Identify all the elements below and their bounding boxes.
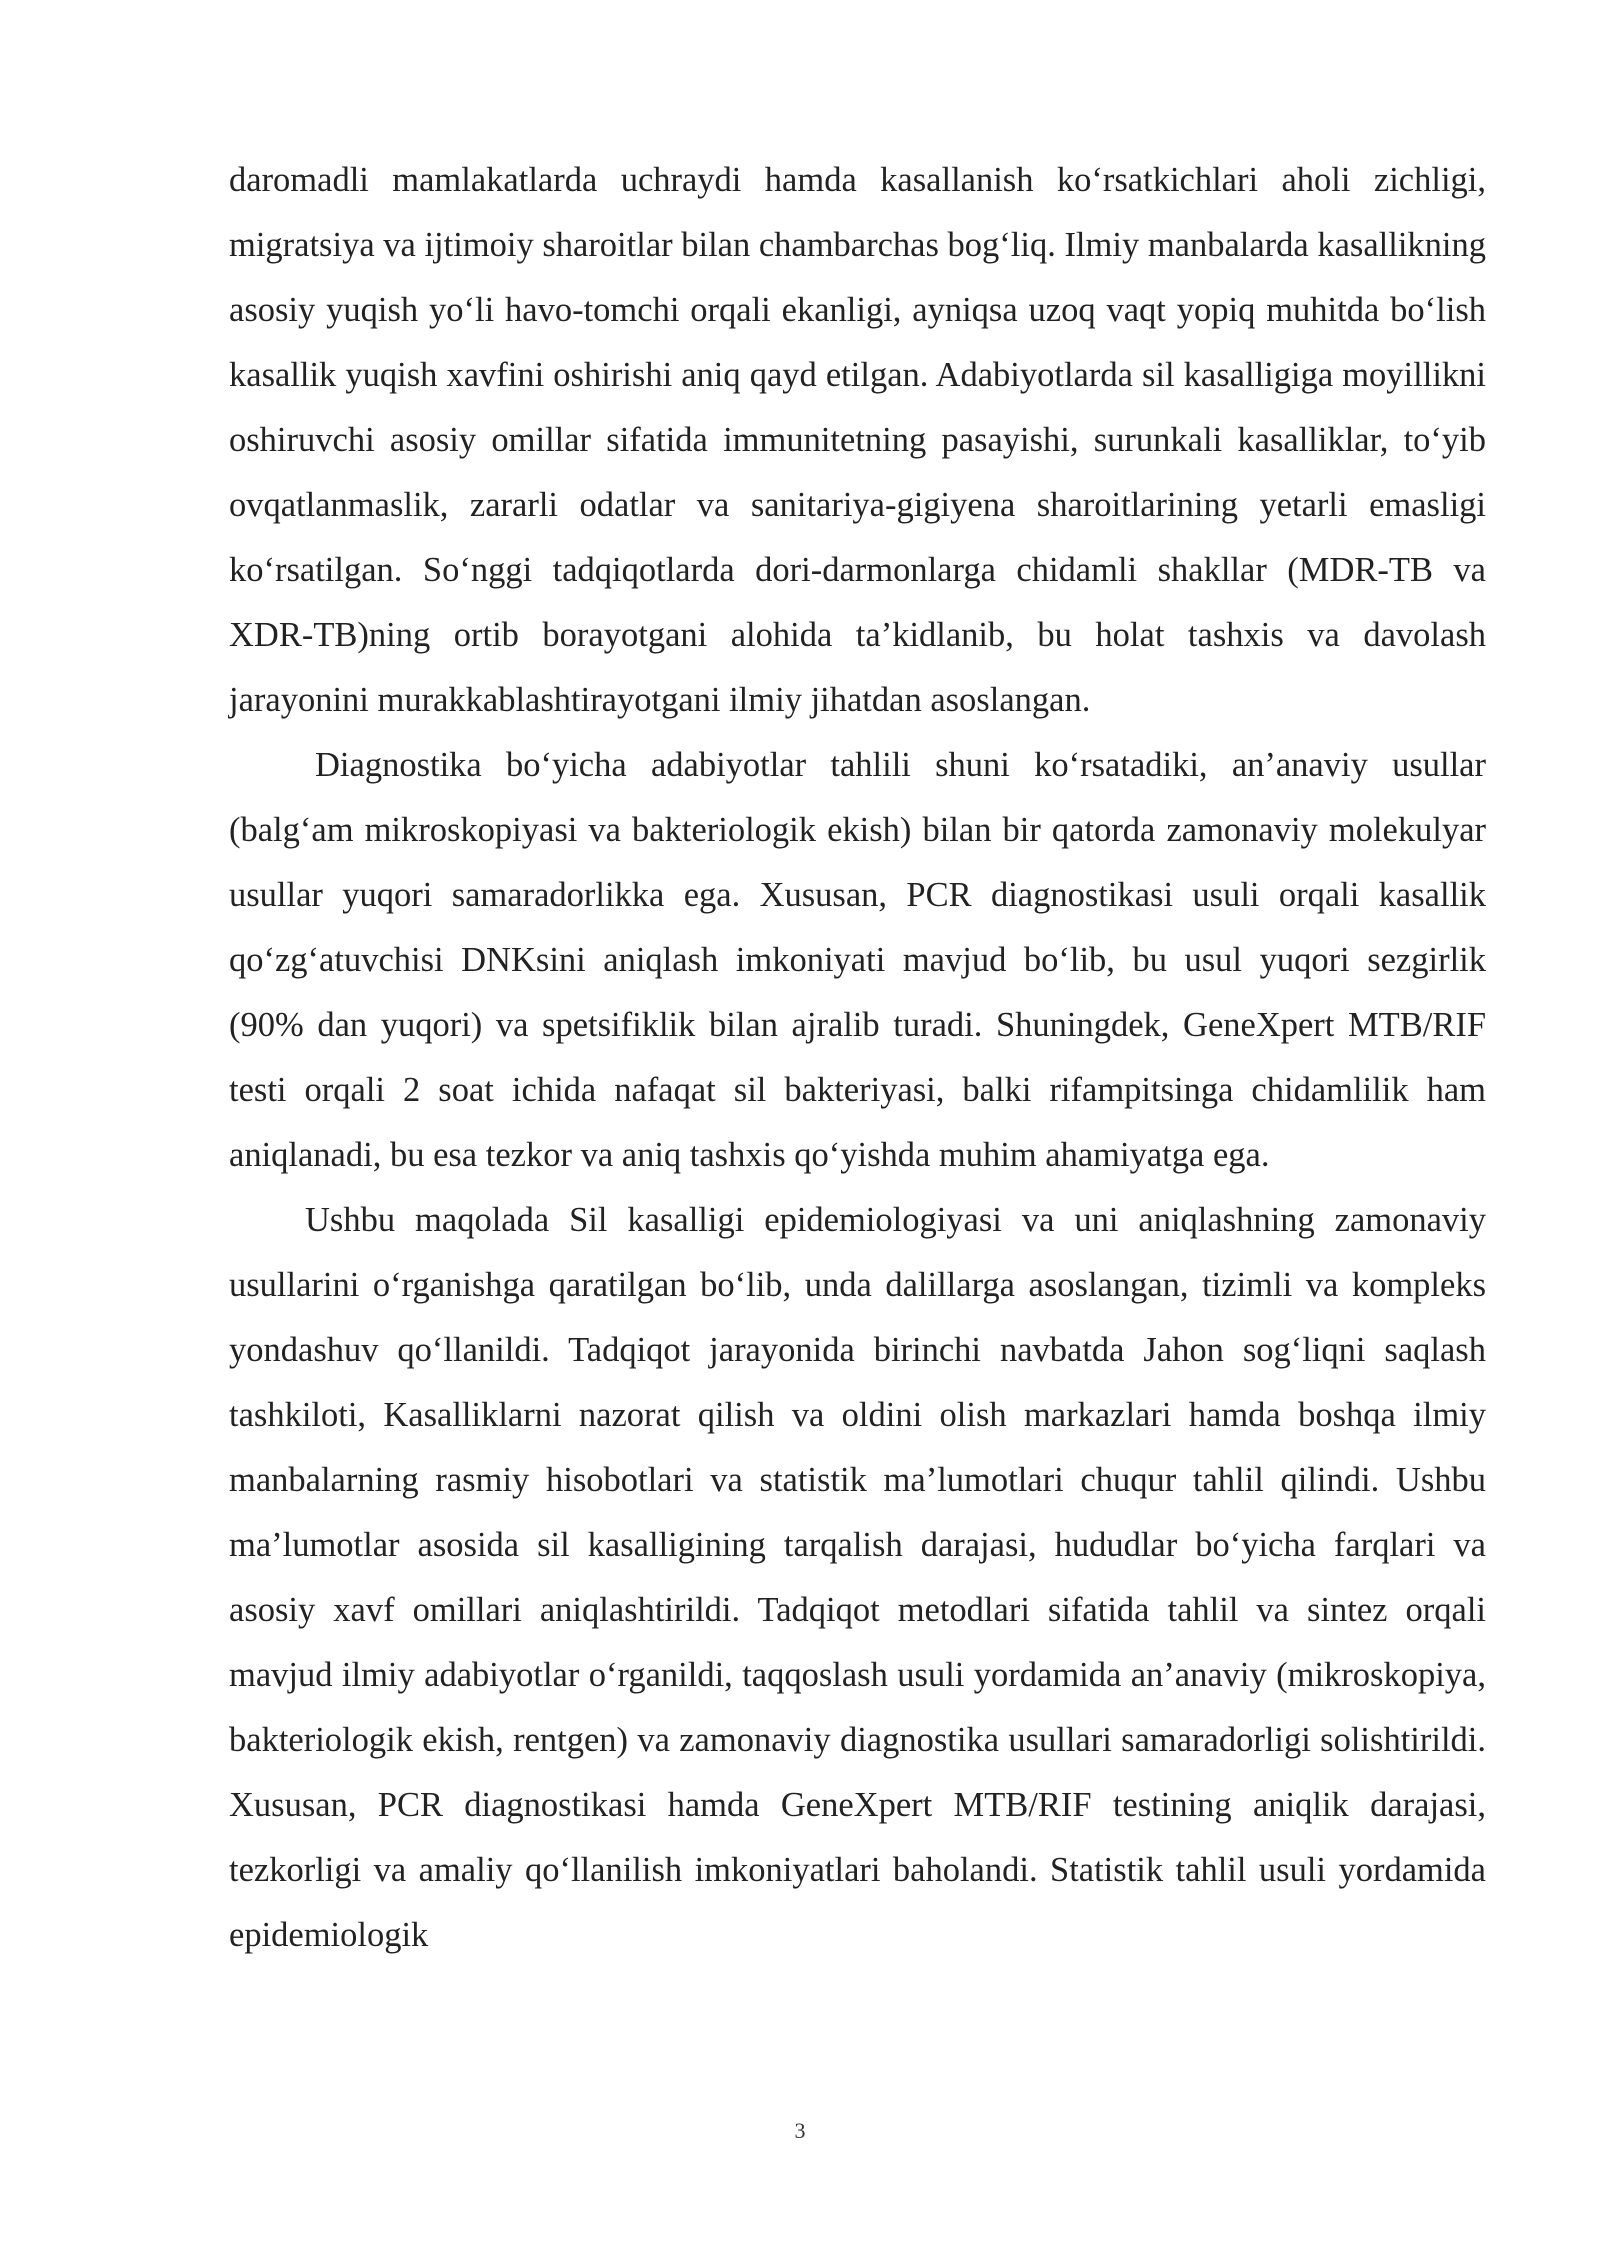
body-text [229, 148, 1486, 1968]
paragraph-3: Ushbu maqolada Sil kasalligi epidemiologiyasi va uni aniqlashning zamonaviy usullarini o‘rganishga qaratilgan bo‘lib, unda dalillarga asoslangan, tizimli va kompleks yondashuv qo‘llanildi. Tadqiqot jarayonida birinchi navbatda Jahon sog‘liqni saqlash tashkiloti, Kasalliklarni nazorat qilish va oldini olish markazlari hamda boshqa ilmiy manbalarning rasmiy hisobotlari va statistik ma’lumotlari chuqur tahlil qilindi. Ushbu ma’lumotlar asosida sil kasalligining tarqalish darajasi, hududlar bo‘yicha farqlari va asosiy xavf omillari aniqlashtirildi. Tadqiqot metodlari sifatida tahlil va sintez orqali mavjud ilmiy adabiyotlar o‘rganildi, taqqoslash usuli yordamida an’anaviy (mikroskopiya, bakteriologik ekish, rentgen) va zamonaviy diagnostika usullari samaradorligi solishtirildi. Xususan, PCR diagnostikasi hamda GeneXpert MTB/RIF testining aniqlik darajasi, tezkorligi va amaliy qo‘llanilish imkoniyatlari baholandi. Statistik tahlil usuli yordamida epidemiologik [229, 1201, 1486, 1954]
paragraph-1: daromadli mamlakatlarda uchraydi hamda kasallanish ko‘rsatkichlari aholi zichligi, migratsiya va ijtimoiy sharoitlar bilan chambarchas bog‘liq. Ilmiy manbalarda kasallikning asosiy yuqish yo‘li havo-tomchi orqali ekanligi, ayniqsa uzoq vaqt yopiq muhitda bo‘lish kasallik yuqish xavfini oshirishi aniq qayd etilgan. Adabiyotlarda sil kasalligiga moyillikni oshiruvchi asosiy omillar sifatida immunitetning pasayishi, surunkali kasalliklar, to‘yib ovqatlanmaslik, zararli odatlar va sanitariya-gigiyena sharoitlarining yetarli emasligi ko‘rsatilgan. So‘nggi tadqiqotlarda dori-darmonlarga chidamli shakllar (MDR-TB va XDR-TB)ning ortib borayotgani alohida ta’kidlanib, bu holat tashxis va davolash jarayonini murakkablashtirayotgani ilmiy jihatdan asoslangan. [229, 161, 1486, 719]
paragraph-2: Diagnostika bo‘yicha adabiyotlar tahlili shuni ko‘rsatadiki, an’anaviy usullar (balg‘am mikroskopiyasi va bakteriologik ekish) bilan bir qatorda zamonaviy molekulyar usullar yuqori samaradorlikka ega. Xususan, PCR diagnostikasi usuli orqali kasallik qo‘zg‘atuvchisi DNKsini aniqlash imkoniyati mavjud bo‘lib, bu usul yuqori sezgirlik (90% dan yuqori) va spetsifiklik bilan ajralib turadi. Shuningdek, GeneXpert MTB/RIF testi orqali 2 soat ichida nafaqat sil bakteriyasi, balki rifampitsinga chidamlilik ham aniqlanadi, bu esa tezkor va aniq tashxis qo‘yishda muhim ahamiyatga ega. [229, 746, 1486, 1174]
page-number: 3 [794, 2118, 806, 2143]
